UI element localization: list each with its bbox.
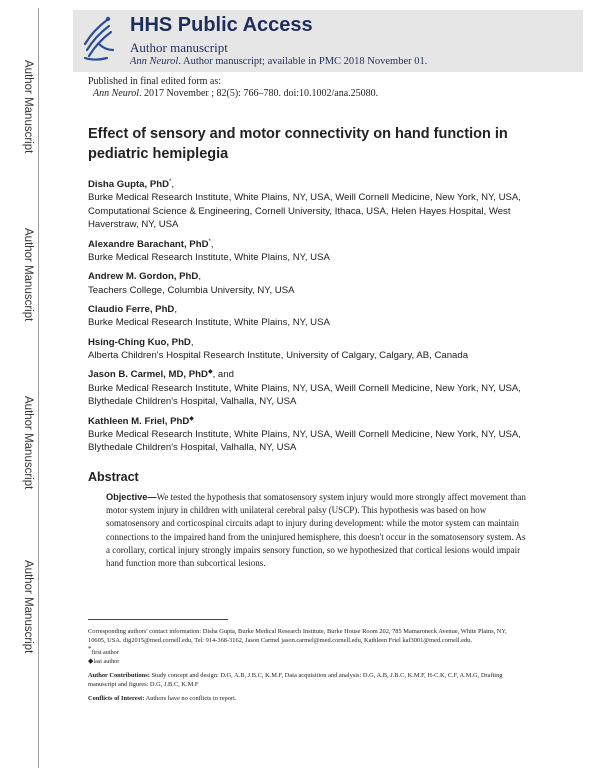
author-mark: ◆ — [207, 369, 213, 376]
author-name — [88, 413, 528, 428]
author-name-text: Hsing-Ching Kuo, PhD — [88, 336, 191, 348]
author-entry — [88, 301, 528, 330]
first-author-mark: * — [88, 645, 92, 653]
author-separator: , — [210, 238, 214, 250]
side-label-author-manuscript: Author Manuscript — [22, 560, 34, 654]
author-affiliation: Teachers College, Columbia University, NY, USA — [88, 284, 295, 296]
author-name-text: Disha Gupta, PhD — [88, 179, 170, 191]
conflicts-label: Conflicts of Interest: — [88, 695, 145, 703]
banner-subtitle: Author manuscript — [130, 40, 228, 55]
contributions-label: Author Contributions: — [88, 672, 150, 680]
author-name — [88, 236, 528, 251]
first-author-text: first author — [91, 649, 119, 657]
citation-journal: Ann Neurol — [93, 88, 140, 99]
author-separator: , — [171, 179, 175, 191]
side-label-author-manuscript: Author Manuscript — [22, 396, 34, 490]
author-affiliation: Burke Medical Research Institute, White Plains, NY, USA — [88, 251, 330, 263]
author-affiliation: Alberta Children's Hospital Research Institute, University of Calgary, Calgary, AB, Canada — [88, 349, 469, 361]
author-affiliation: Burke Medical Research Institute, White Plains, NY, USA, Weill Cornell Medicine, New York, NY, USA, Blythedale Children's Hospital, Valhalla, NY, USA — [88, 428, 521, 454]
author-name-text: Claudio Ferre, PhD — [88, 304, 175, 316]
author-entry — [88, 366, 528, 408]
author-mark: * — [208, 238, 211, 245]
author-name-text: Jason B. Carmel, MD, PhD — [88, 369, 208, 381]
author-affiliation: Burke Medical Research Institute, White Plains, NY, USA, Weill Cornell Medicine, New York, NY, USA, Blythedale Children's Hospital, Valhalla, NY, USA — [88, 382, 521, 408]
author-name — [88, 334, 528, 349]
citation-details: . 2017 November ; 82(5): 766–780. doi:10.1002/ana.25080. — [139, 88, 379, 99]
author-entry — [88, 236, 528, 265]
author-list — [88, 176, 528, 459]
contributions-text: Study concept and design: D.G, A.B, J.B.C, K.M.F, Data acquisition and analysis: D.G, A.B, J.B.C, K.M.F, H-C.K, C.F, A.M.G, Drafting manuscript and figures: D.G, J.B.C, K.M.F — [88, 672, 503, 689]
author-separator: , and — [212, 369, 234, 381]
author-name-text: Andrew M. Gordon, PhD — [88, 271, 199, 283]
author-name-text: Kathleen M. Friel, PhD — [88, 415, 190, 427]
author-mark: * — [169, 179, 172, 185]
author-name — [88, 301, 528, 316]
author-entry — [88, 176, 528, 232]
footnote-divider — [88, 619, 228, 620]
author-affiliation: Burke Medical Research Institute, White Plains, NY, USA — [88, 317, 330, 329]
hhs-eagle-logo-icon — [77, 14, 117, 66]
article-title: Effect of sensory and motor connectivity on hand function in pediatric hemiplegia — [88, 126, 508, 162]
author-affiliation: Burke Medical Research Institute, White Plains, NY, USA, Weill Cornell Medicine, New York, NY, USA, Computational Science & Engineering, Cornell University, Ithaca, USA, Helen Hayes Hospital, West Haverstraw, NY, USA — [88, 192, 521, 231]
author-name-text: Alexandre Barachant, PhD — [88, 238, 209, 250]
abstract-objective — [106, 491, 526, 570]
author-name — [88, 268, 528, 283]
footnotes — [88, 627, 518, 703]
author-mark: ◆ — [189, 415, 194, 422]
citation — [88, 88, 378, 100]
side-rule — [38, 8, 39, 768]
side-label-author-manuscript: Author Manuscript — [22, 228, 34, 322]
conflicts-of-interest — [88, 694, 518, 703]
author-contributions — [88, 671, 518, 689]
last-author-mark: ◆ — [88, 657, 94, 666]
publication-info — [88, 76, 378, 100]
banner-availability-note — [130, 56, 427, 67]
conflicts-text: Authors have no conflicts to report. — [144, 695, 237, 703]
author-separator: , — [190, 336, 194, 348]
first-author-note — [88, 645, 518, 657]
author-name — [88, 366, 528, 381]
author-name — [88, 176, 528, 191]
author-entry — [88, 268, 528, 297]
author-separator: , — [174, 304, 178, 316]
side-label-author-manuscript: Author Manuscript — [22, 60, 34, 154]
last-author-text: last author — [93, 658, 120, 666]
author-entry — [88, 413, 528, 455]
contact-info: Corresponding authors' contact information: Disha Gupta, Burke Medical Research Institute, Burke House Room 202, 785 Mamaroneck Avenue, White Plains, NY, 10605, USA. dig2015@med.cornell.edu, Tel: 914-368-3162, Jason Carmel jason.carmel@med.cornell.edu, Kathleen Friel kaf3001@med.cornell.edu. — [88, 628, 507, 644]
banner-journal: Ann Neurol — [130, 56, 179, 67]
objective-text: We tested the hypothesis that somatosensory system injury would more strongly affect movement than motor system injury in children with unilateral cerebral palsy (USCP). This hypothesis was based on how somatosensory and corticospinal circuits adapt to injury during development: while the motor system can maintain connections to the impaired hand from the uninjured hemisphere, this doesn't occur in the somatosensory system. As a corollary, cortical injury strongly impairs sensory function, so we hypothesized that cortical lesions would impair hand function more than subcortical lesions. — [106, 492, 526, 569]
banner-availability: . Author manuscript; available in PMC 2018 November 01. — [178, 56, 428, 67]
last-author-note — [88, 657, 518, 666]
author-entry — [88, 334, 528, 363]
abstract-heading: Abstract — [88, 470, 139, 484]
banner-title: HHS Public Access — [130, 14, 313, 36]
author-separator: , — [198, 271, 201, 283]
published-label: Published in final edited form as: — [88, 76, 222, 87]
objective-label: Objective— — [106, 492, 157, 502]
